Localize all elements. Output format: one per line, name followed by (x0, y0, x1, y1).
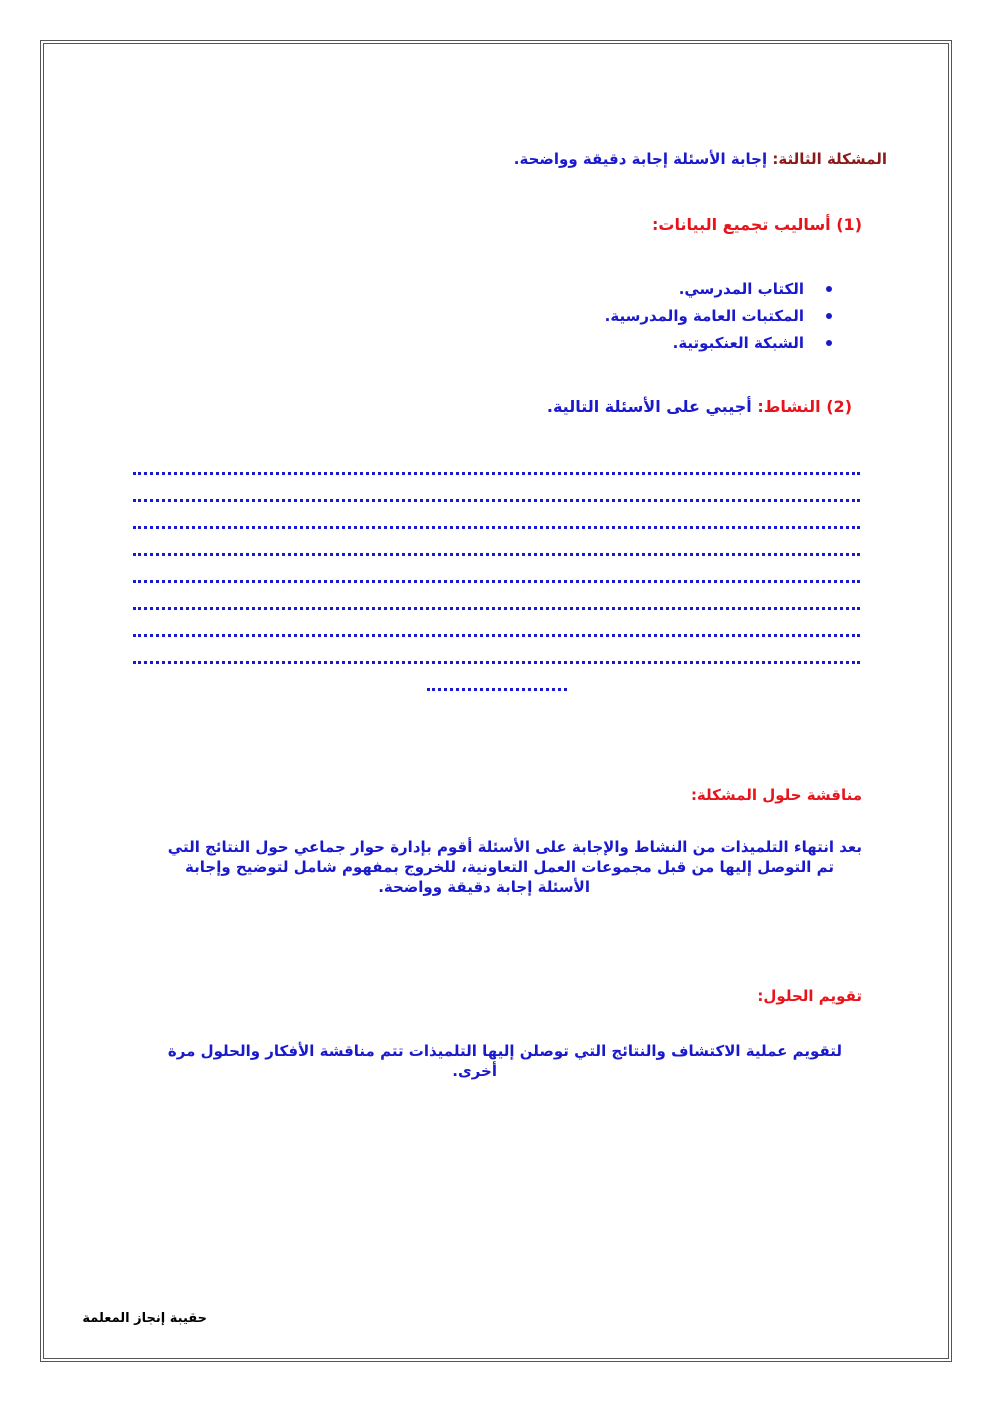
problem-title: إجابة الأسئلة إجابة دقيقة وواضحة. (513, 150, 773, 168)
answer-line (133, 637, 860, 664)
bullet-icon (826, 340, 832, 346)
list-item: الكتاب المدرسي. (605, 278, 834, 305)
answer-line (133, 556, 860, 583)
section2-heading (547, 397, 852, 416)
section1-heading (652, 215, 862, 234)
evaluation-heading: تقويم الحلول: (757, 987, 862, 1005)
bullet-icon (826, 313, 832, 319)
section1-title: أساليب تجميع البيانات: (652, 215, 837, 234)
section1-number: (1) (836, 215, 862, 234)
list-item: الشبكة العنكبوتية. (605, 332, 834, 359)
section2-title: أجيبي على الأسئلة التالية. (546, 397, 758, 416)
answer-line (133, 583, 860, 610)
answer-line (427, 664, 567, 691)
problem-label: المشكلة الثالثة: (772, 150, 887, 168)
data-sources-list (605, 278, 834, 359)
list-item: المكتبات العامة والمدرسية. (605, 305, 834, 332)
discussion-heading: مناقشة حلول المشكلة: (690, 786, 862, 804)
evaluation-paragraph: لتقويم عملية الاكتشاف والنتائج التي توصلن إليها التلميذات تتم مناقشة الأفكار والحلول مرة أخرى. (167, 1042, 842, 1080)
discussion-paragraph: بعد انتهاء التلميذات من النشاط والإجابة على الأسئلة أقوم بإدارة حوار جماعي حول النتائج التي تم التوصل إليها من قبل مجموعات العمل التعاونية، للخروج بمفهوم شامل لتوضيح وإجابة الأسئلة إجابة دقيقة وواضحة. (167, 838, 862, 896)
page-border-inner (43, 43, 949, 1359)
footer-title: حقيبة إنجاز المعلمة (82, 1311, 207, 1326)
section2-label: (2) النشاط: (757, 397, 852, 416)
bullet-icon (826, 286, 832, 292)
answer-line (133, 610, 860, 637)
answer-line (133, 475, 860, 502)
answer-line (133, 448, 860, 475)
answer-line (133, 529, 860, 556)
answer-line (133, 502, 860, 529)
problem-heading (514, 150, 887, 168)
